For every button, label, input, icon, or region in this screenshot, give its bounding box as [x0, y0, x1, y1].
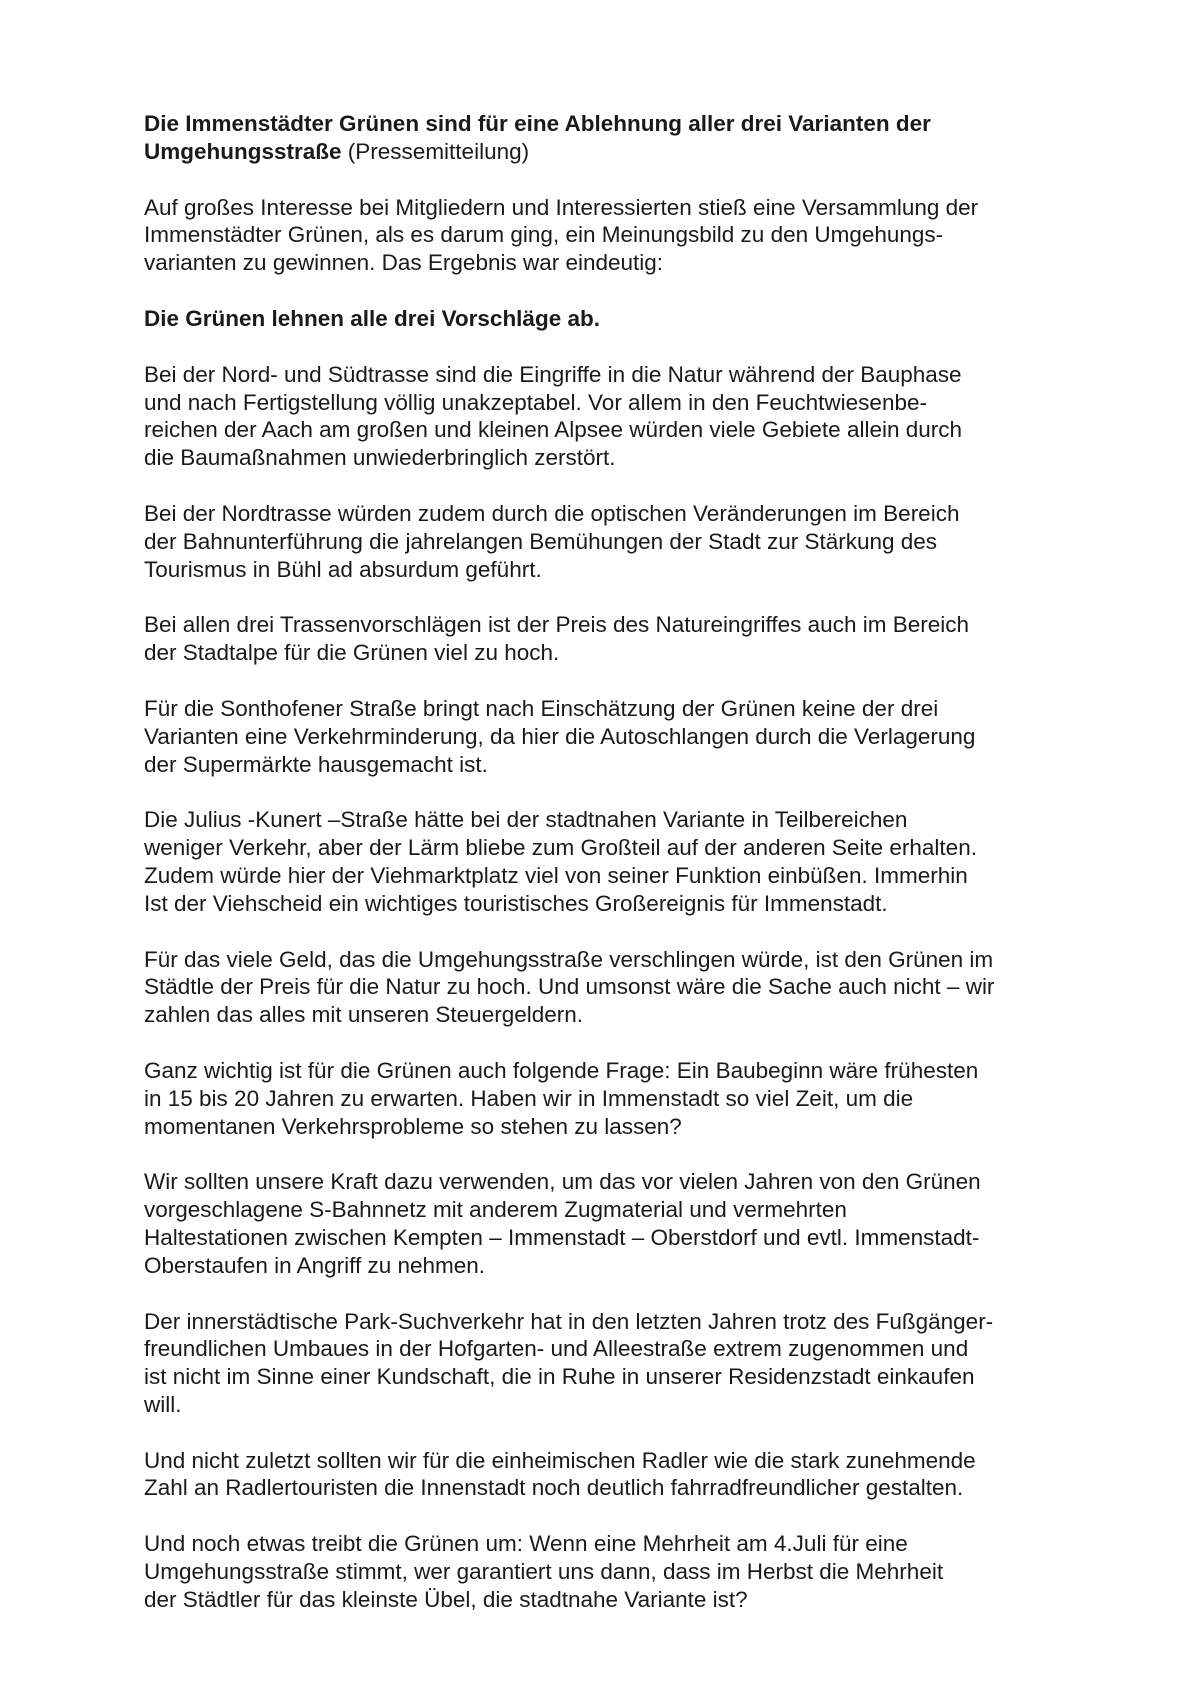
text-line: Auf großes Interesse bei Mitgliedern und Interessierten stieß eine Versammlung der	[144, 194, 979, 220]
text-line: Der innerstädtische Park-Suchverkehr hat in den letzten Jahren trotz des Fußgänger-	[144, 1308, 994, 1334]
text-line: Bei der Nordtrasse würden zudem durch die optischen Veränderungen im Bereich	[144, 500, 960, 526]
headline-suffix: (Pressemitteilung)	[341, 138, 530, 164]
text-line: und nach Fertigstellung völlig unakzeptabel. Vor allem in den Feuchtwiesenbe-	[144, 389, 927, 415]
text-line: Ist der Viehscheid ein wichtiges touristisches Großereignis für Immenstadt.	[144, 890, 888, 916]
text-line: reichen der Aach am großen und kleinen Alpsee würden viele Gebiete allein durch	[144, 417, 963, 443]
text-line: Für das viele Geld, das die Umgehungsstraße verschlingen würde, ist den Grünen im	[144, 946, 994, 972]
text-line: ist nicht im Sinne einer Kundschaft, die in Ruhe in unserer Residenzstadt einkaufen	[144, 1364, 975, 1390]
text-line: zahlen das alles mit unseren Steuergeldern.	[144, 1002, 584, 1028]
text-line: Bei der Nord- und Südtrasse sind die Eingriffe in die Natur während der Bauphase	[144, 361, 962, 387]
text-line: Und nicht zuletzt sollten wir für die einheimischen Radler wie die stark zunehmende	[144, 1447, 976, 1473]
text-line: varianten zu gewinnen. Das Ergebnis war eindeutig:	[144, 250, 664, 276]
text-line: Die Julius -Kunert –Straße hätte bei der stadtnahen Variante in Teilbereichen	[144, 807, 908, 833]
paragraph	[144, 1308, 1084, 1419]
text-line: Immenstädter Grünen, als es darum ging, ein Meinungsbild zu den Umgehungs-	[144, 222, 944, 248]
paragraph	[144, 361, 1084, 472]
text-line: der Städtler für das kleinste Übel, die stadtnahe Variante ist?	[144, 1586, 748, 1612]
headline-line	[144, 138, 1084, 166]
text-line: Haltestationen zwischen Kempten – Immenstadt – Oberstdorf und evtl. Immenstadt-	[144, 1224, 980, 1250]
text-line: Wir sollten unsere Kraft dazu verwenden, um das vor vielen Jahren von den Grünen	[144, 1169, 981, 1195]
text-line: der Stadtalpe für die Grünen viel zu hoch.	[144, 640, 560, 666]
text-line: Die Grünen lehnen alle drei Vorschläge ab.	[144, 305, 600, 331]
paragraph	[144, 194, 1084, 277]
headline-line: Die Immenstädter Grünen sind für eine Ablehnung aller drei Varianten der	[144, 111, 931, 136]
text-line: freundlichen Umbaues in der Hofgarten- und Alleestraße extrem zugenommen und	[144, 1336, 969, 1362]
text-line: vorgeschlagene S-Bahnnetz mit anderem Zugmaterial und vermehrten	[144, 1197, 847, 1223]
text-line: Bei allen drei Trassenvorschlägen ist der Preis des Natureingriffes auch im Bereich	[144, 612, 969, 638]
text-line: Und noch etwas treibt die Grünen um: Wenn eine Mehrheit am 4.Juli für eine	[144, 1531, 908, 1557]
body-text	[144, 194, 1084, 1614]
text-line: der Supermärkte hausgemacht ist.	[144, 751, 488, 777]
text-line: die Baumaßnahmen unwiederbringlich zerstört.	[144, 445, 616, 471]
headline	[144, 110, 1084, 166]
paragraph	[144, 1447, 1084, 1503]
text-line: will.	[144, 1391, 182, 1417]
paragraph	[144, 1168, 1084, 1279]
paragraph	[144, 1530, 1084, 1613]
text-line: Tourismus in Bühl ad absurdum geführt.	[144, 556, 542, 582]
paragraph	[144, 695, 1084, 778]
text-line: Zahl an Radlertouristen die Innenstadt noch deutlich fahrradfreundlicher gestalten.	[144, 1475, 964, 1501]
text-line: Städtle der Preis für die Natur zu hoch. Und umsonst wäre die Sache auch nicht – wir	[144, 974, 995, 1000]
text-line: Varianten eine Verkehrminderung, da hier die Autoschlangen durch die Verlagerung	[144, 723, 976, 749]
headline-keyword: Umgehungsstraße	[144, 138, 342, 164]
text-line: Für die Sonthofener Straße bringt nach Einschätzung der Grünen keine der drei	[144, 695, 939, 721]
highlight-statement	[144, 305, 1084, 333]
text-line: Oberstaufen in Angriff zu nehmen.	[144, 1252, 486, 1278]
paragraph	[144, 500, 1084, 583]
paragraph	[144, 1057, 1084, 1140]
text-line: momentanen Verkehrsprobleme so stehen zu lassen?	[144, 1113, 682, 1139]
text-line: Umgehungsstraße stimmt, wer garantiert uns dann, dass im Herbst die Mehrheit	[144, 1559, 944, 1585]
paragraph	[144, 611, 1084, 667]
text-line: Ganz wichtig ist für die Grünen auch folgende Frage: Ein Baubeginn wäre frühesten	[144, 1057, 979, 1083]
paragraph	[144, 806, 1084, 917]
text-line: der Bahnunterführung die jahrelangen Bemühungen der Stadt zur Stärkung des	[144, 528, 938, 554]
paragraph	[144, 946, 1084, 1029]
text-line: in 15 bis 20 Jahren zu erwarten. Haben wir in Immenstadt so viel Zeit, um die	[144, 1085, 914, 1111]
text-line: weniger Verkehr, aber der Lärm bliebe zum Großteil auf der anderen Seite erhalten.	[144, 835, 977, 861]
document-page	[144, 110, 1084, 1642]
text-line: Zudem würde hier der Viehmarktplatz viel von seiner Funktion einbüßen. Immerhin	[144, 862, 968, 888]
